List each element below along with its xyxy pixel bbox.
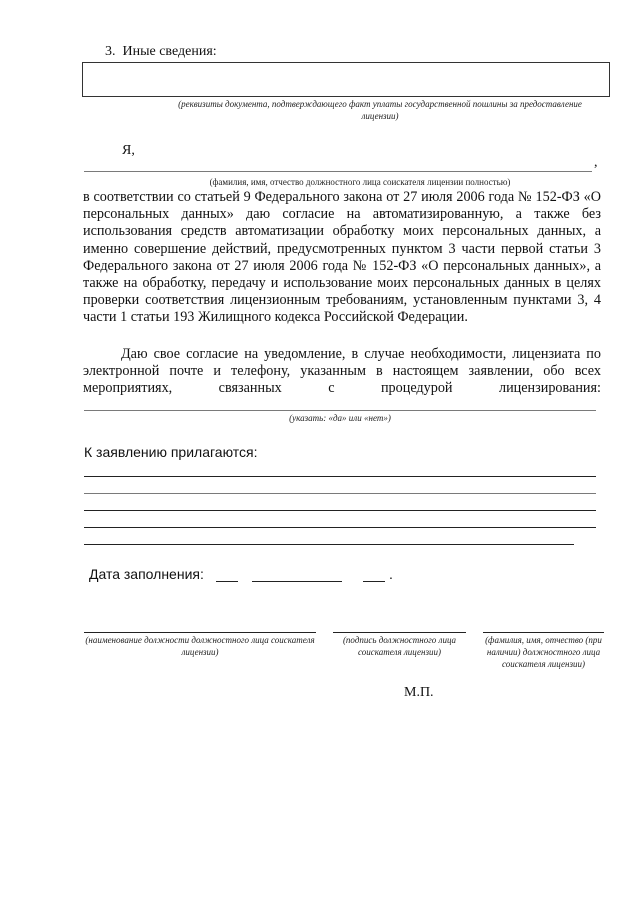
payment-details-field[interactable]	[82, 62, 610, 97]
answer-line[interactable]	[84, 410, 596, 411]
attachment-line[interactable]	[84, 476, 596, 477]
attachment-line[interactable]	[84, 527, 596, 528]
section-title: Иные сведения:	[122, 44, 217, 59]
signature-caption: (подпись должностного лица соискателя лицензии)	[342, 635, 457, 657]
attachments-label: К заявлению прилагаются:	[84, 444, 258, 460]
ya-label: Я,	[122, 143, 135, 158]
consent-paragraph: в соответствии со статьей 9 Федерального закона от 27 июля 2006 года № 152-ФЗ «О персональных данных» даю согласие на автоматизированную, а также без использования средств автоматизации обработку моих персональных данных, а именно совершение действий, предусмотренных пунктом 3 части первой статьи 3 Федерального закона от 27 июля 2006 года № 152-ФЗ «О персональных данных», а также на обработку, передачу и использование моих персональных данных в целях проверки соответствия лицензионным требованиям, установленным пунктами 3, 4 части 1 статьи 193 Жилищного кодекса Российской Федерации.	[83, 189, 601, 326]
attachment-line[interactable]	[84, 510, 596, 511]
attachment-line[interactable]	[84, 493, 596, 494]
payment-details-caption: (реквизиты документа, подтверждающего факт уплаты государственной пошлины за предоставление лицензии)	[178, 99, 582, 121]
attachment-line[interactable]	[84, 544, 574, 545]
applicant-name-line[interactable]	[84, 171, 592, 172]
section-number: 3.	[105, 44, 116, 59]
applicant-name-caption: (фамилия, имя, отчество должностного лица соискателя лицензии полностью)	[209, 177, 511, 187]
signature-line[interactable]	[333, 632, 466, 633]
full-name-line[interactable]	[483, 632, 604, 633]
answer-caption: (указать: «да» или «нет»)	[289, 413, 391, 423]
date-year-field[interactable]	[363, 581, 385, 582]
position-line[interactable]	[84, 632, 316, 633]
date-day-field[interactable]	[216, 581, 238, 582]
section-heading	[105, 44, 217, 60]
fill-date-label: Дата заполнения:	[89, 566, 204, 582]
position-caption: (наименование должности должностного лица соискателя лицензии)	[85, 635, 315, 657]
notification-consent-paragraph: Даю свое согласие на уведомление, в случае необходимости, лицензиата по электронной почте и телефону, указанным в настоящем заявлении, обо всех мероприятиях, связанных с процедурой лицензирования:	[83, 346, 601, 397]
full-name-caption: (фамилия, имя, отчество (при наличии) должностного лица соискателя лицензии)	[485, 635, 602, 669]
date-month-field[interactable]	[252, 581, 342, 582]
comma-mark: ,	[594, 155, 598, 170]
stamp-label: М.П.	[404, 685, 434, 700]
date-dot: .	[389, 566, 393, 582]
